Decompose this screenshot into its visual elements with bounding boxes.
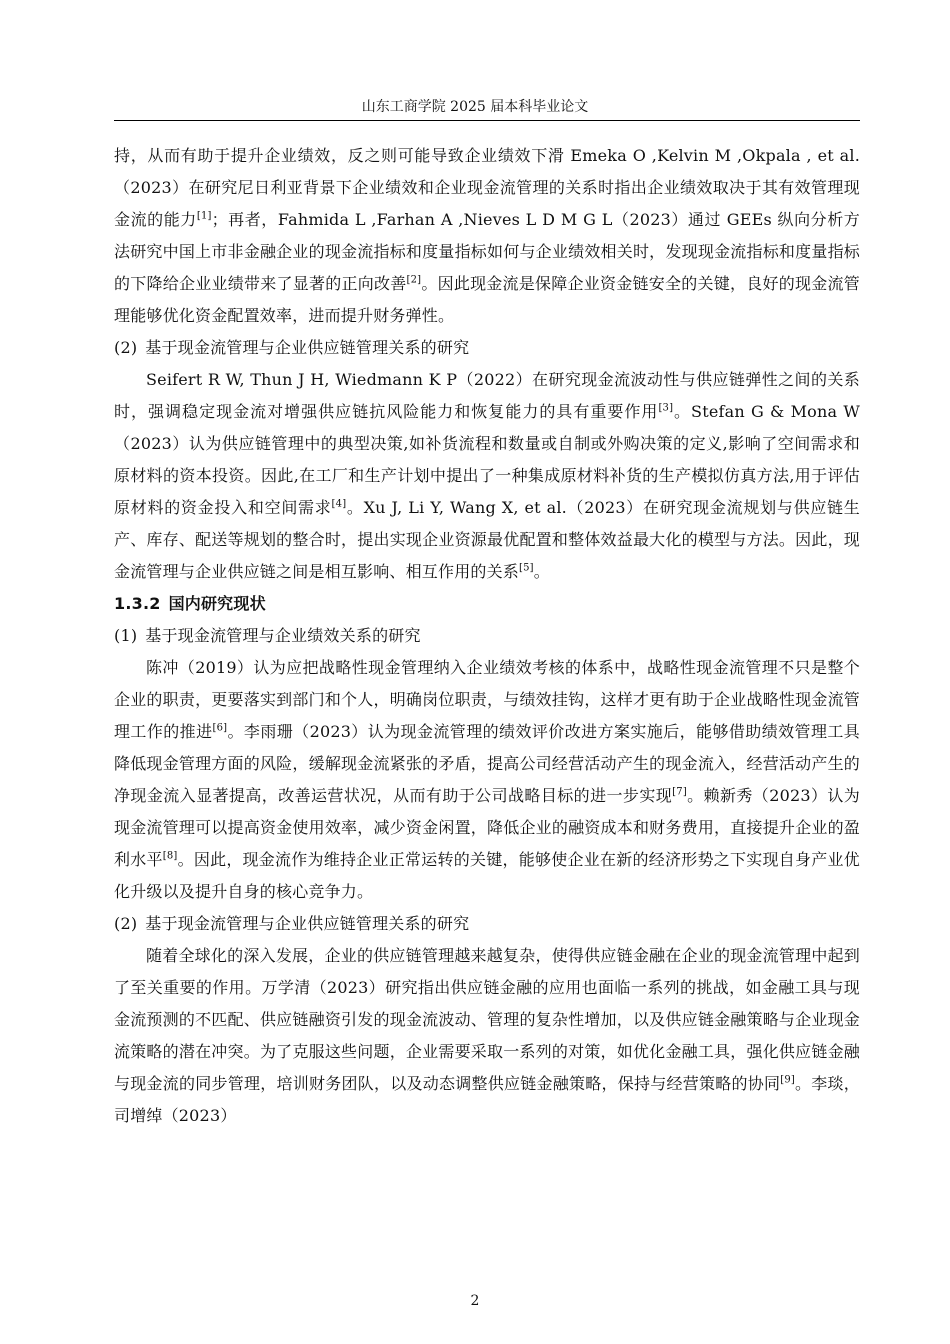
subheading-number: (2) xyxy=(114,338,138,357)
subheading-text: 基于现金流管理与企业绩效关系的研究 xyxy=(145,626,421,645)
text-run: 。李琰，司增绰（2023） xyxy=(114,1074,860,1125)
header-rule xyxy=(114,120,860,121)
citation-8[interactable]: [8] xyxy=(162,850,178,862)
citation-5[interactable]: [5] xyxy=(519,562,534,574)
main-body xyxy=(114,140,860,1132)
text-run: 持，从而有助于提升企业绩效，反之则可能导致企业绩效下滑 Emeka O ,Kelvin M ,Okpala , et al.（2023）在研究尼日利亚背景下企业绩效和企业现金流管理的关系时指出企业绩效取决于其有效管理现金流的能力 xyxy=(114,146,860,229)
page-number: 2 xyxy=(470,1293,480,1309)
text-run: 。李雨珊（2023）认为现金流管理的绩效评价改进方案实施后，能够借助绩效管理工具降低现金管理方面的风险，缓解现金流紧张的矛盾，提高公司经营活动产生的现金流入，经营活动产生的净现金流入显著提高，改善运营状况，从而有助于公司战略目标的进一步实现 xyxy=(114,722,860,805)
section-number: 1.3.2 xyxy=(114,594,161,613)
paragraph-domestic-performance xyxy=(114,652,860,908)
citation-1[interactable]: [1] xyxy=(196,210,212,222)
citation-4[interactable]: [4] xyxy=(331,498,347,510)
paragraph-foreign-supply-chain xyxy=(114,364,860,588)
paragraph-domestic-supply-chain xyxy=(114,940,860,1132)
text-run: 。因此现金流是保障企业资金链安全的关键，良好的现金流管理能够优化资金配置效率，进而提升财务弹性。 xyxy=(114,274,860,325)
citation-9[interactable]: [9] xyxy=(780,1074,795,1086)
subheading-foreign-supply-chain xyxy=(114,332,860,364)
subheading-number: (2) xyxy=(114,914,138,933)
subheading-text: 基于现金流管理与企业供应链管理关系的研究 xyxy=(145,914,470,933)
paragraph-cashflow-performance-foreign xyxy=(114,140,860,332)
text-run: 随着全球化的深入发展，企业的供应链管理越来越复杂，使得供应链金融在企业的现金流管理中起到了至关重要的作用。万学清（2023）研究指出供应链金融的应用也面临一系列的挑战，如金融工具与现金流预测的不匹配、供应链融资引发的现金流波动、管理的复杂性增加，以及供应链金融策略与企业现金流策略的潜在冲突。为了克服这些问题，企业需要采取一系列的对策，如优化金融工具，强化供应链金融与现金流的同步管理，培训财务团队，以及动态调整供应链金融策略，保持与经营策略的协同 xyxy=(114,946,860,1093)
text-run: Seifert R W, Thun J H, Wiedmann K P（2022）在研究现金流波动性与供应链弹性之间的关系时，强调稳定现金流对增强供应链抗风险能力和恢复能力的具有重要作用 xyxy=(114,370,860,421)
text-run: 。 xyxy=(533,562,550,581)
text-run: 。Stefan G & Mona W（2023）认为供应链管理中的典型决策,如补货流程和数量或自制或外购决策的定义,影响了空间需求和原材料的资本投资。因此,在工厂和生产计划中提出了一种集成原材料补货的生产模拟仿真方法,用于评估原材料的资金投入和空间需求 xyxy=(114,402,860,517)
citation-2[interactable]: [2] xyxy=(406,274,422,286)
text-run: 陈冲（2019）认为应把战略性现金管理纳入企业绩效考核的体系中，战略性现金流管理不只是整个企业的职责，更要落实到部门和个人，明确岗位职责，与绩效挂钩，这样才更有助于企业战略性现金流管理工作的推进 xyxy=(114,658,860,741)
subheading-domestic-supply-chain xyxy=(114,908,860,940)
text-run: 。Xu J, Li Y, Wang X, et al.（2023）在研究现金流规划与供应链生产、库存、配送等规划的整合时，提出实现企业资源最优配置和整体效益最大化的模型与方法。因此，现金流管理与企业供应链之间是相互影响、相互作用的关系 xyxy=(114,498,860,581)
citation-7[interactable]: [7] xyxy=(672,786,687,798)
running-header: 山东工商学院 2025 届本科毕业论文 xyxy=(361,99,589,115)
section-heading-domestic-research xyxy=(114,588,860,620)
subheading-domestic-performance xyxy=(114,620,860,652)
citation-3[interactable]: [3] xyxy=(658,402,674,414)
text-run: 。赖新秀（2023）认为现金流管理可以提高资金使用效率，减少资金闲置，降低企业的融资成本和财务费用，直接提升企业的盈利水平 xyxy=(114,786,860,869)
text-run: ；再者，Fahmida L ,Farhan A ,Nieves L D M G L（2023）通过 GEEs 纵向分析方法研究中国上市非金融企业的现金流指标和度量指标如何与企业绩效相关时，发现现金流指标和度量指标的下降给企业业绩带来了显著的正向改善 xyxy=(114,210,860,293)
subheading-text: 基于现金流管理与企业供应链管理关系的研究 xyxy=(145,338,470,357)
text-run: 。因此，现金流作为维持企业正常运转的关键，能够使企业在新的经济形势之下实现自身产业优化升级以及提升自身的核心竞争力。 xyxy=(114,850,860,901)
section-title: 国内研究现状 xyxy=(168,594,266,613)
subheading-number: (1) xyxy=(114,626,138,645)
citation-6[interactable]: [6] xyxy=(212,722,228,734)
